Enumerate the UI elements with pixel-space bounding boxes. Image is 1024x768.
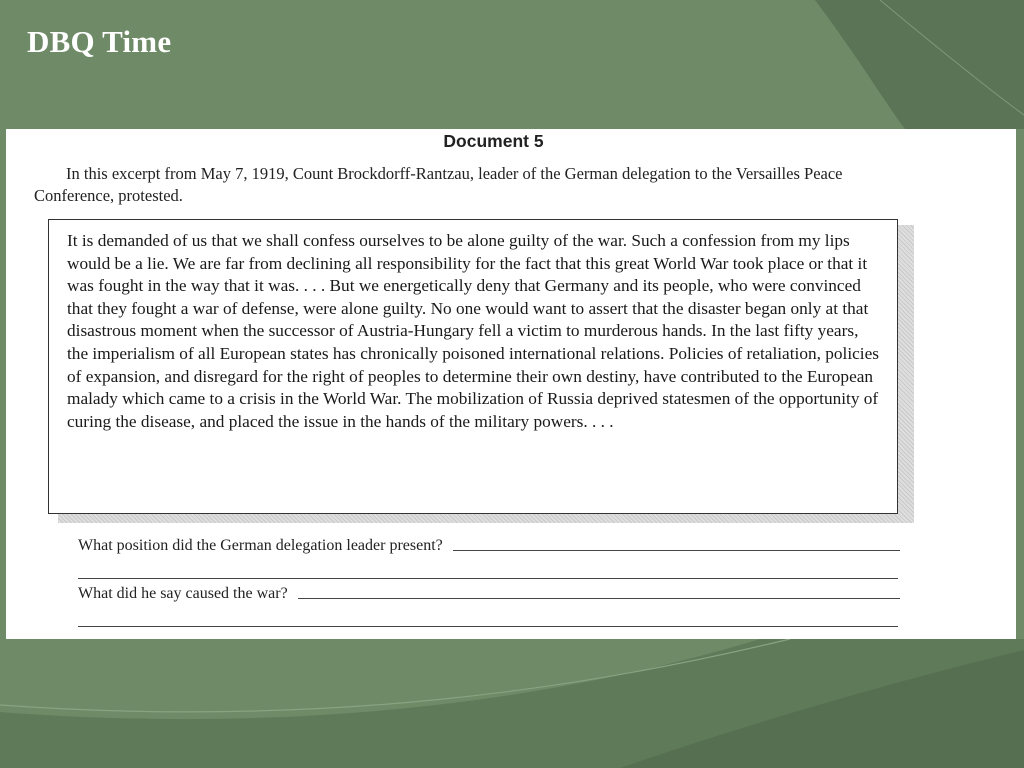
- quote-text: It is demanded of us that we shall confess ourselves to be alone guilty of the war. Such a confession from my lips would be a lie. We are far from declining all responsibility for the fact that this great World War took place or that it was fought in the way that it was. . . . But we energetically deny that Germany and its people, who were convinced that they fought a war of defense, were alone guilty. No one would want to assert that the disaster began only at that disastrous moment when the successor of Austria-Hungary fell a victim to murderous hands. In the last fifty years, the imperialism of all European states has chronically poisoned international relations. Policies of retaliation, policies of expansion, and disregard for the right of peoples to determine their own destiny, have contributed to the European malady which came to a crisis in the World War. The mobilization of Russia deprived statesmen of the opportunity of curing the disease, and placed the issue in the hands of the military powers. . . .: [67, 231, 879, 431]
- document-image: [6, 129, 1016, 639]
- question-2-answer-line: [298, 598, 900, 599]
- question-1-answer-line: [453, 550, 900, 551]
- slide-title: DBQ Time: [27, 24, 172, 59]
- question-2-label: What did he say caused the war?: [78, 585, 288, 602]
- question-2: [78, 585, 900, 603]
- question-2-answer-line-2: [78, 626, 898, 627]
- document-intro: In this excerpt from May 7, 1919, Count Brockdorff-Rantzau, leader of the German delegation to the Versailles Peace Conference, protested.: [34, 164, 843, 205]
- question-1-label: What position did the German delegation leader present?: [78, 537, 443, 554]
- question-1: [78, 537, 900, 555]
- document-heading: Document 5: [443, 131, 544, 151]
- question-1-answer-line-2: [78, 578, 898, 579]
- quote-box: [48, 219, 898, 514]
